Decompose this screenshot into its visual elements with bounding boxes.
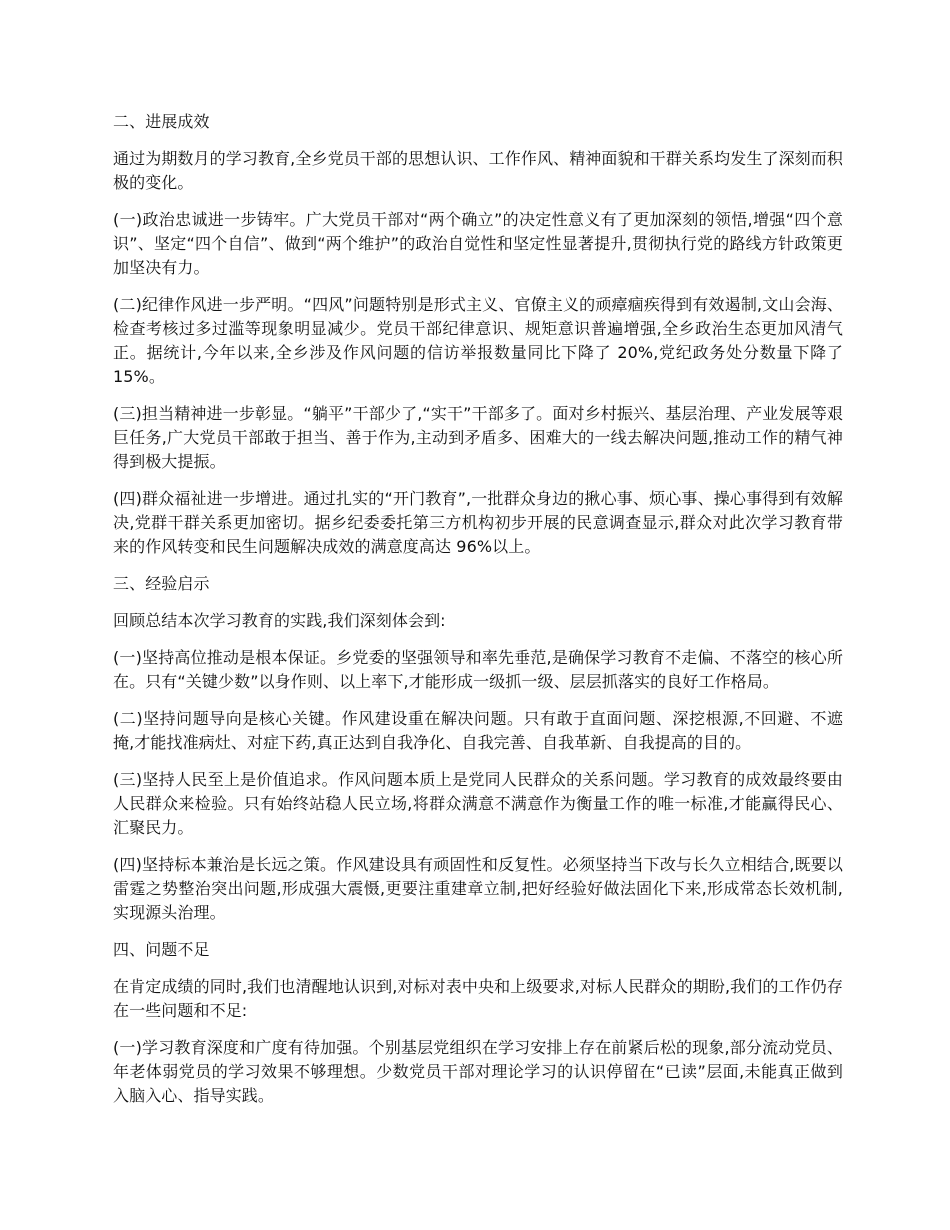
paragraph: 在肯定成绩的同时,我们也清醒地认识到,对标对表中央和上级要求,对标人民群众的期盼,我们的工作仍存在一些问题和不足:: [113, 977, 843, 1020]
paragraph: (一)学习教育深度和广度有待加强。个别基层党组织在学习安排上存在前紧后松的现象,部分流动党员、年老体弱党员的学习效果不够理想。少数党员干部对理论学习的认识停留在“已读”层面,未能真正做到入脑入心、指导实践。: [113, 1038, 843, 1105]
section-heading-experience: 三、经验启示: [113, 574, 210, 593]
paragraph: (三)坚持人民至上是价值追求。作风问题本质上是党同人民群众的关系问题。学习教育的成效最终要由人民群众来检验。只有始终站稳人民立场,将群众满意不满意作为衡量工作的唯一标准,才能赢得民心、汇聚民力。: [113, 770, 843, 837]
paragraph: 通过为期数月的学习教育,全乡党员干部的思想认识、工作作风、精神面貌和干群关系均发生了深刻而积极的变化。: [113, 149, 843, 192]
paragraph: (二)纪律作风进一步严明。“四风”问题特别是形式主义、官僚主义的顽瘴痼疾得到有效遏制,文山会海、检查考核过多过滥等现象明显减少。党员干部纪律意识、规矩意识普遍增强,全乡政治生态更加风清气正。据统计,今年以来,全乡涉及作风问题的信访举报数量同比下降了 20%,党纪政务处分数量下降了 15%。: [113, 295, 843, 386]
paragraph: (二)坚持问题导向是核心关键。作风建设重在解决问题。只有敢于直面问题、深挖根源,不回避、不遮掩,才能找准病灶、对症下药,真正达到自我净化、自我完善、自我革新、自我提高的目的。: [113, 709, 843, 752]
paragraph: (三)担当精神进一步彰显。“躺平”干部少了,“实干”干部多了。面对乡村振兴、基层治理、产业发展等艰巨任务,广大党员干部敢于担当、善于作为,主动到矛盾多、困难大的一线去解决问题,推动工作的精气神得到极大提振。: [113, 404, 843, 471]
paragraph: (四)坚持标本兼治是长远之策。作风建设具有顽固性和反复性。必须坚持当下改与长久立相结合,既要以雷霆之势整治突出问题,形成强大震慑,更要注重建章立制,把好经验好做法固化下来,形成常态长效机制,实现源头治理。: [113, 855, 843, 922]
section-heading-progress: 二、进展成效: [113, 112, 210, 131]
section-heading-problems: 四、问题不足: [113, 940, 210, 959]
document-page: [113, 110, 843, 1121]
paragraph: (四)群众福祉进一步增进。通过扎实的“开门教育”,一批群众身边的揪心事、烦心事、操心事得到有效解决,党群干群关系更加密切。据乡纪委委托第三方机构初步开展的民意调查显示,群众对此次学习教育带来的作风转变和民生问题解决成效的满意度高达 96%以上。: [113, 489, 843, 556]
paragraph: (一)坚持高位推动是根本保证。乡党委的坚强领导和率先垂范,是确保学习教育不走偏、不落空的核心所在。只有“关键少数”以身作则、以上率下,才能形成一级抓一级、层层抓落实的良好工作格局。: [113, 648, 843, 691]
paragraph: (一)政治忠诚进一步铸牢。广大党员干部对“两个确立”的决定性意义有了更加深刻的领悟,增强“四个意识”、坚定“四个自信”、做到“两个维护”的政治自觉性和坚定性显著提升,贯彻执行党的路线方针政策更加坚决有力。: [113, 210, 843, 277]
paragraph: 回顾总结本次学习教育的实践,我们深刻体会到:: [113, 611, 446, 630]
